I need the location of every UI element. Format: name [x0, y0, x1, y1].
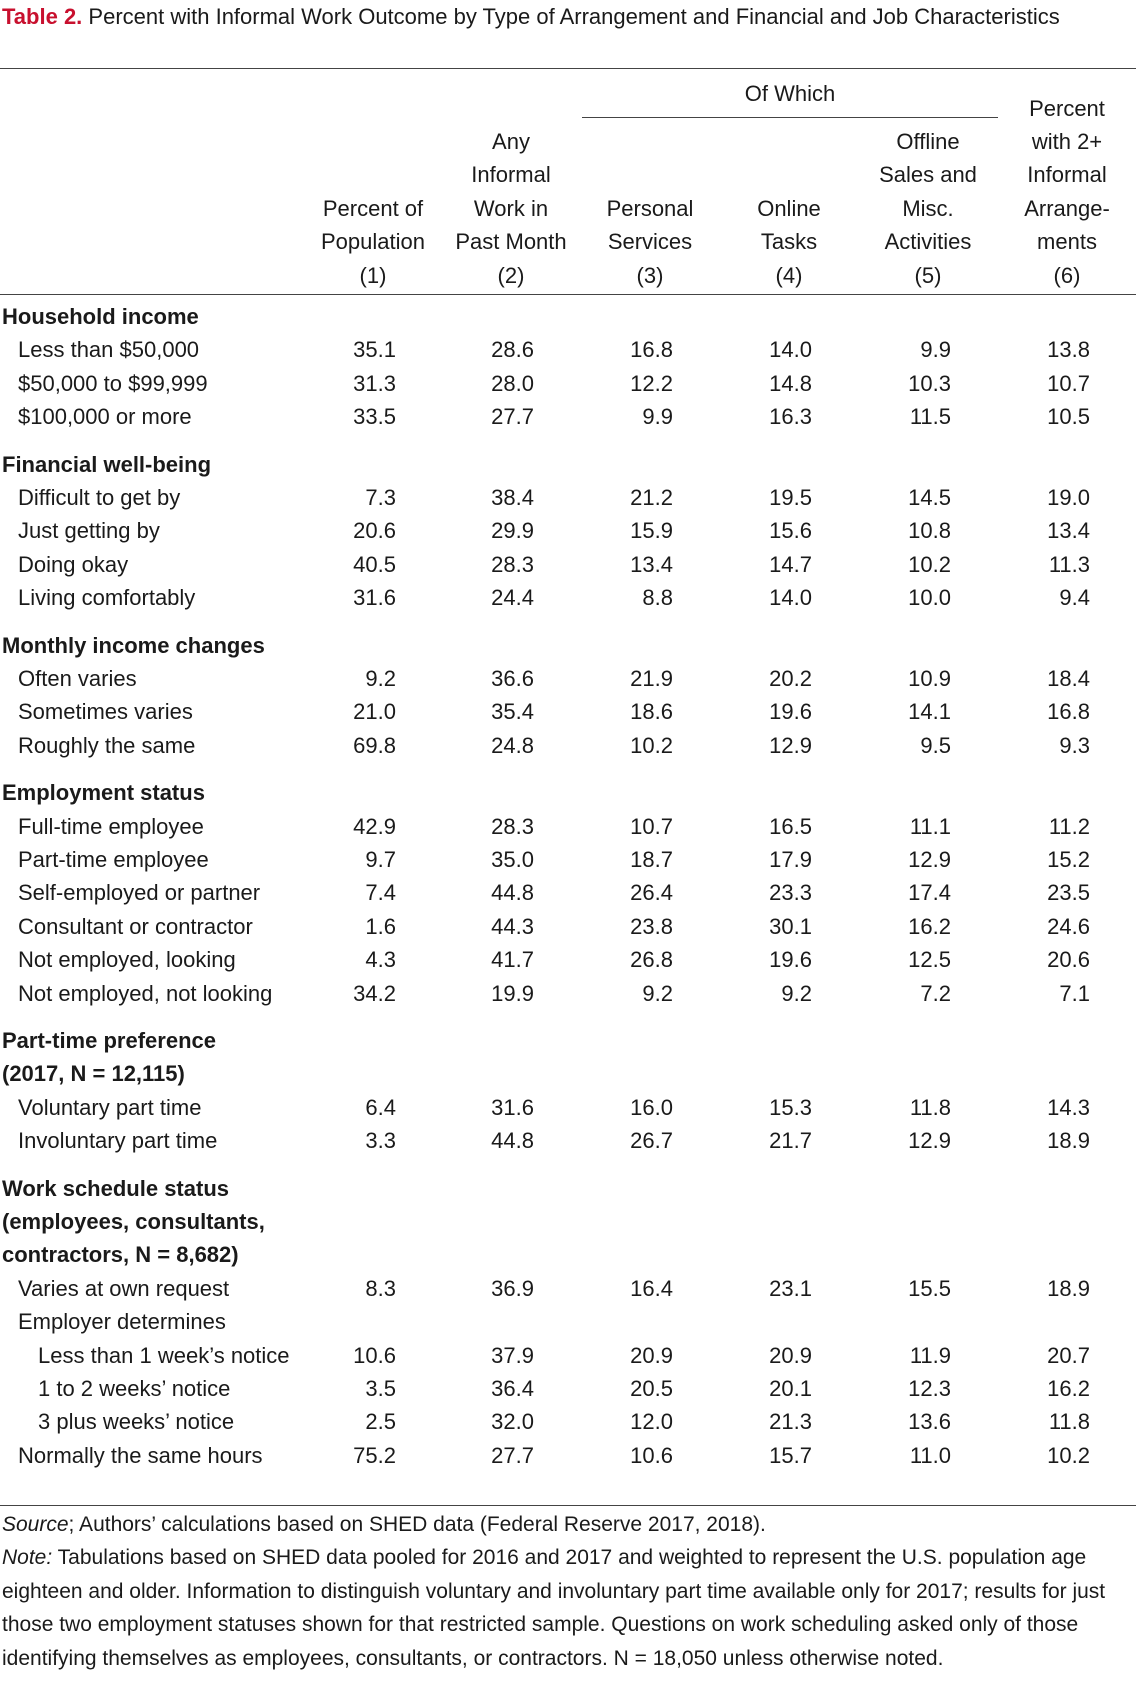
cell-col-5: 17.4 — [908, 880, 951, 906]
row-label: Often varies — [18, 666, 137, 691]
table-row — [0, 548, 1136, 581]
cell-col-1: 4.3 — [365, 947, 396, 973]
cell-col-5: 13.6 — [908, 1409, 951, 1435]
cell-col-1: 42.9 — [353, 813, 396, 839]
column-header-3-line: Personal — [606, 195, 694, 221]
cell-col-1: 20.6 — [353, 518, 396, 544]
cell-col-6: 14.3 — [1047, 1094, 1090, 1120]
cell-col-4: 9.2 — [781, 980, 812, 1006]
cell-col-2: 44.8 — [491, 1128, 534, 1154]
cell-col-1: 40.5 — [353, 551, 396, 577]
cell-col-2: 35.4 — [491, 699, 534, 725]
cell-col-6: 13.4 — [1047, 518, 1090, 544]
cell-col-3: 10.6 — [630, 1442, 673, 1468]
cell-col-1: 21.0 — [353, 699, 396, 725]
cell-col-6: 18.9 — [1047, 1128, 1090, 1154]
cell-col-2: 35.0 — [491, 847, 534, 872]
cell-col-4: 14.0 — [769, 337, 812, 363]
cell-col-2: 41.7 — [491, 947, 534, 973]
cell-col-5: 15.5 — [908, 1275, 951, 1301]
column-header-6-line: Informal — [1027, 162, 1107, 188]
table-row — [0, 1091, 1136, 1124]
row-label: Not employed, not looking — [18, 980, 273, 1006]
row-label: Less than 1 week’s notice — [38, 1342, 290, 1368]
cell-col-5: 10.9 — [908, 666, 951, 691]
category-row — [0, 629, 1136, 662]
cell-col-1: 1.6 — [365, 913, 396, 939]
cell-col-6: 10.2 — [1047, 1442, 1090, 1468]
table-row — [0, 1372, 1136, 1405]
table-row — [0, 695, 1136, 728]
header-top-rule — [0, 68, 1136, 69]
column-header-4-line: Tasks — [760, 229, 818, 255]
source-label: Source — [2, 1513, 69, 1536]
table-row — [0, 333, 1136, 366]
cell-col-3: 9.9 — [642, 404, 673, 430]
cell-col-3: 16.8 — [630, 337, 673, 363]
column-header-1-line: Population — [321, 229, 425, 255]
header-bottom-rule — [0, 294, 1136, 295]
cell-col-3: 21.9 — [630, 666, 673, 691]
category-row — [0, 1024, 1136, 1057]
cell-col-6: 24.6 — [1047, 913, 1090, 939]
cell-col-3: 23.8 — [630, 913, 673, 939]
category-row — [0, 300, 1136, 333]
cell-col-3: 20.5 — [630, 1376, 673, 1401]
cell-col-5: 10.8 — [908, 518, 951, 544]
table-title-label: Table 2. — [2, 4, 83, 29]
cell-col-5: 9.5 — [920, 732, 951, 758]
category-row — [0, 1172, 1136, 1205]
column-header-2-line: Informal — [471, 162, 551, 188]
of-which-header: Of Which — [744, 81, 836, 106]
cell-col-2: 31.6 — [491, 1094, 534, 1120]
cell-col-5: 12.5 — [908, 947, 951, 973]
cell-col-2: 44.3 — [491, 913, 534, 939]
cell-col-4: 20.1 — [769, 1376, 812, 1401]
column-header-6-number: (6) — [1053, 262, 1081, 288]
column-header-5-line: Offline — [896, 129, 960, 154]
table-row — [0, 810, 1136, 843]
cell-col-4: 14.8 — [769, 370, 812, 396]
cell-col-2: 28.0 — [491, 370, 534, 396]
category-label: Part-time preference — [2, 1028, 216, 1053]
cell-col-3: 12.0 — [630, 1409, 673, 1435]
row-label: Sometimes varies — [18, 699, 193, 725]
table-row — [0, 1272, 1136, 1305]
column-header-6-line: Arrange- — [1024, 195, 1110, 221]
table-row — [0, 943, 1136, 976]
cell-col-4: 15.6 — [769, 518, 812, 544]
cell-col-6: 23.5 — [1047, 880, 1090, 906]
source-note — [2, 1508, 1132, 1541]
table-row — [0, 1439, 1136, 1472]
cell-col-1: 3.5 — [365, 1376, 396, 1401]
cell-col-4: 12.9 — [769, 732, 812, 758]
row-label: Self-employed or partner — [18, 880, 261, 906]
cell-col-4: 20.2 — [769, 666, 812, 691]
cell-col-3: 20.9 — [630, 1342, 673, 1368]
of-which-rule — [582, 117, 998, 118]
cell-col-1: 31.6 — [353, 585, 396, 611]
cell-col-2: 36.4 — [491, 1376, 534, 1401]
category-row — [0, 1057, 1136, 1090]
cell-col-3: 21.2 — [630, 485, 673, 510]
column-header-4-number: (4) — [775, 262, 803, 288]
cell-col-2: 19.9 — [491, 980, 534, 1006]
table-row — [0, 662, 1136, 695]
column-header-5-line: Activities — [884, 229, 972, 255]
row-label: Doing okay — [18, 551, 129, 577]
cell-col-1: 9.2 — [365, 666, 396, 691]
column-header-2-line: Past Month — [455, 229, 567, 255]
cell-col-5: 10.3 — [908, 370, 951, 396]
cell-col-4: 21.3 — [769, 1409, 812, 1435]
category-label: (2017, N = 12,115) — [2, 1061, 185, 1087]
source-text: ; Authors’ calculations based on SHED data (Federal Reserve 2017, 2018). — [68, 1513, 766, 1536]
column-header-6-line: Percent — [1029, 95, 1105, 121]
column-header-1-line: Percent of — [322, 195, 424, 221]
category-row — [0, 1205, 1136, 1238]
row-label: Roughly the same — [18, 732, 196, 758]
cell-col-2: 44.8 — [491, 880, 534, 906]
column-header-5-line: Misc. — [902, 195, 954, 221]
table-row — [0, 1124, 1136, 1157]
category-row — [0, 448, 1136, 481]
cell-col-3: 16.4 — [630, 1275, 673, 1301]
cell-col-4: 19.6 — [769, 699, 812, 725]
cell-col-3: 9.2 — [642, 980, 673, 1006]
cell-col-2: 28.3 — [491, 551, 534, 577]
column-header-6-line: with 2+ — [1031, 129, 1103, 154]
row-label: Full-time employee — [18, 813, 204, 839]
cell-col-6: 10.5 — [1047, 404, 1090, 430]
cell-col-2: 28.3 — [491, 813, 534, 839]
cell-col-1: 2.5 — [365, 1409, 396, 1435]
table-row — [0, 876, 1136, 909]
row-label: Part-time employee — [18, 847, 209, 872]
cell-col-6: 9.3 — [1059, 732, 1090, 758]
cell-col-6: 11.3 — [1048, 551, 1090, 577]
cell-col-6: 16.8 — [1047, 699, 1090, 725]
cell-col-1: 31.3 — [353, 370, 396, 396]
column-header-2-number: (2) — [497, 262, 525, 288]
cell-col-3: 10.7 — [630, 813, 673, 839]
cell-col-1: 75.2 — [353, 1442, 396, 1468]
cell-col-1: 6.4 — [365, 1094, 396, 1120]
row-label: $100,000 or more — [18, 404, 192, 430]
cell-col-3: 8.8 — [642, 585, 673, 611]
cell-col-2: 38.4 — [491, 485, 534, 510]
cell-col-6: 7.1 — [1059, 980, 1090, 1006]
cell-col-3: 26.7 — [630, 1128, 673, 1154]
category-label: contractors, N = 8,682) — [2, 1242, 239, 1268]
cell-col-2: 28.6 — [491, 337, 534, 363]
column-header-2-line: Any — [492, 129, 530, 154]
cell-col-3: 10.2 — [630, 732, 673, 758]
column-header-3-line: Services — [607, 229, 693, 255]
cell-col-6: 18.4 — [1047, 666, 1090, 691]
cell-col-1: 69.8 — [353, 732, 396, 758]
cell-col-2: 27.7 — [491, 404, 534, 430]
cell-col-5: 11.8 — [909, 1094, 951, 1120]
table-title-text: Percent with Informal Work Outcome by Type of Arrangement and Financial and Job Characteristics — [88, 4, 1060, 29]
cell-col-3: 15.9 — [630, 518, 673, 544]
cell-col-4: 20.9 — [769, 1342, 812, 1368]
cell-col-2: 29.9 — [491, 518, 534, 544]
cell-col-3: 16.0 — [630, 1094, 673, 1120]
row-label: Consultant or contractor — [18, 913, 253, 939]
cell-col-5: 7.2 — [920, 980, 951, 1006]
cell-col-2: 27.7 — [491, 1442, 534, 1468]
cell-col-6: 10.7 — [1047, 370, 1090, 396]
row-label: 3 plus weeks’ notice — [38, 1409, 235, 1435]
cell-col-1: 35.1 — [353, 337, 396, 363]
cell-col-6: 9.4 — [1059, 585, 1090, 611]
cell-col-5: 10.0 — [908, 585, 951, 611]
column-header-1-number: (1) — [359, 262, 387, 288]
cell-col-4: 14.0 — [769, 585, 812, 611]
table-row — [0, 843, 1136, 876]
cell-col-6: 19.0 — [1047, 485, 1090, 510]
cell-col-3: 12.2 — [630, 370, 673, 396]
table-row — [0, 514, 1136, 547]
table-row — [0, 1339, 1136, 1372]
cell-col-2: 32.0 — [491, 1409, 534, 1435]
table-row — [0, 977, 1136, 1010]
cell-col-1: 33.5 — [353, 404, 396, 430]
cell-col-5: 12.9 — [908, 1128, 951, 1154]
cell-col-1: 10.6 — [353, 1342, 396, 1368]
row-label: $50,000 to $99,999 — [18, 370, 208, 396]
category-label: Work schedule status — [2, 1175, 229, 1201]
cell-col-4: 23.3 — [769, 880, 812, 906]
cell-col-1: 3.3 — [365, 1128, 396, 1154]
cell-col-5: 9.9 — [920, 337, 951, 363]
cell-col-1: 8.3 — [365, 1275, 396, 1301]
cell-col-3: 18.6 — [630, 699, 673, 725]
cell-col-2: 36.9 — [491, 1275, 534, 1301]
cell-col-5: 11.5 — [909, 404, 951, 430]
cell-col-3: 18.7 — [630, 847, 673, 872]
category-label: Financial well-being — [2, 451, 212, 477]
cell-col-2: 24.4 — [491, 585, 534, 611]
general-note — [2, 1541, 1132, 1675]
cell-col-4: 17.9 — [769, 847, 812, 872]
cell-col-5: 11.0 — [909, 1442, 951, 1468]
table-row — [0, 1405, 1136, 1438]
cell-col-3: 13.4 — [630, 551, 673, 577]
cell-col-6: 20.7 — [1047, 1342, 1090, 1368]
row-label: Normally the same hours — [18, 1442, 263, 1468]
cell-col-5: 12.3 — [908, 1376, 951, 1401]
cell-col-3: 26.8 — [630, 947, 673, 973]
cell-col-4: 16.3 — [769, 404, 812, 430]
cell-col-6: 15.2 — [1047, 847, 1090, 872]
cell-col-5: 11.9 — [909, 1342, 951, 1368]
row-label: Difficult to get by — [18, 485, 181, 510]
column-header-3-number: (3) — [636, 262, 664, 288]
cell-col-4: 14.7 — [769, 551, 812, 577]
row-label: Involuntary part time — [18, 1128, 218, 1154]
table-bottom-rule — [0, 1505, 1136, 1506]
column-header-5-number: (5) — [914, 262, 942, 288]
column-header-6-line: ments — [1037, 229, 1097, 255]
category-label: Monthly income changes — [2, 632, 265, 658]
note-text: Tabulations based on SHED data pooled for 2016 and 2017 and weighted to represent the U.S. population age eighteen and older. Information to distinguish voluntary and involuntary part time available only for 2017; results for just those two employment statuses shown for that restricted sample. Questions on work scheduling asked only of those identifying themselves as employees, consultants, or contractors. N = 18,050 unless otherwise noted. — [2, 1546, 1106, 1670]
note-label: Note: — [2, 1546, 53, 1570]
table-row — [0, 367, 1136, 400]
row-label: Employer determines — [18, 1309, 226, 1335]
cell-col-4: 19.5 — [769, 485, 812, 510]
cell-col-5: 16.2 — [908, 913, 951, 939]
cell-col-3: 26.4 — [630, 880, 673, 906]
cell-col-5: 14.5 — [908, 485, 951, 510]
cell-col-4: 15.3 — [769, 1094, 812, 1120]
cell-col-1: 9.7 — [365, 847, 396, 872]
cell-col-1: 7.3 — [365, 485, 396, 510]
row-label: Not employed, looking — [18, 947, 236, 973]
table-notes — [2, 1508, 1132, 1675]
category-row — [0, 776, 1136, 809]
table-row — [0, 1305, 1136, 1338]
cell-col-6: 18.9 — [1047, 1275, 1090, 1301]
cell-col-2: 36.6 — [491, 666, 534, 691]
cell-col-4: 30.1 — [769, 913, 812, 939]
category-label: (employees, consultants, — [2, 1209, 265, 1234]
row-label: Voluntary part time — [18, 1094, 202, 1120]
cell-col-4: 19.6 — [769, 947, 812, 973]
row-label: 1 to 2 weeks’ notice — [38, 1376, 231, 1401]
cell-col-4: 23.1 — [769, 1275, 812, 1301]
cell-col-6: 16.2 — [1047, 1376, 1090, 1401]
category-label: Household income — [2, 304, 199, 329]
cell-col-5: 12.9 — [908, 847, 951, 872]
row-label: Just getting by — [18, 518, 160, 544]
cell-col-2: 24.8 — [491, 732, 534, 758]
row-label: Varies at own request — [18, 1275, 230, 1301]
cell-col-6: 11.8 — [1048, 1409, 1090, 1435]
table-title — [2, 0, 1112, 33]
table-row — [0, 910, 1136, 943]
cell-col-6: 11.2 — [1048, 813, 1090, 839]
table-row — [0, 400, 1136, 433]
column-header-5-line: Sales and — [879, 162, 977, 188]
cell-col-5: 11.1 — [909, 813, 951, 839]
cell-col-1: 34.2 — [353, 980, 396, 1006]
row-label: Less than $50,000 — [18, 337, 200, 363]
row-label: Living comfortably — [18, 585, 196, 611]
column-header-2-line: Work in — [473, 195, 549, 221]
cell-col-4: 21.7 — [769, 1128, 812, 1154]
cell-col-6: 13.8 — [1047, 337, 1090, 363]
cell-col-4: 15.7 — [769, 1442, 812, 1468]
table-row — [0, 481, 1136, 514]
cell-col-5: 10.2 — [908, 551, 951, 577]
cell-col-1: 7.4 — [365, 880, 396, 906]
cell-col-2: 37.9 — [491, 1342, 534, 1368]
category-row — [0, 1238, 1136, 1271]
cell-col-6: 20.6 — [1047, 947, 1090, 973]
category-label: Employment status — [2, 780, 205, 806]
table-row — [0, 729, 1136, 762]
column-header-4-line: Online — [757, 195, 821, 221]
cell-col-4: 16.5 — [769, 813, 812, 839]
table-row — [0, 581, 1136, 614]
cell-col-5: 14.1 — [908, 699, 951, 725]
